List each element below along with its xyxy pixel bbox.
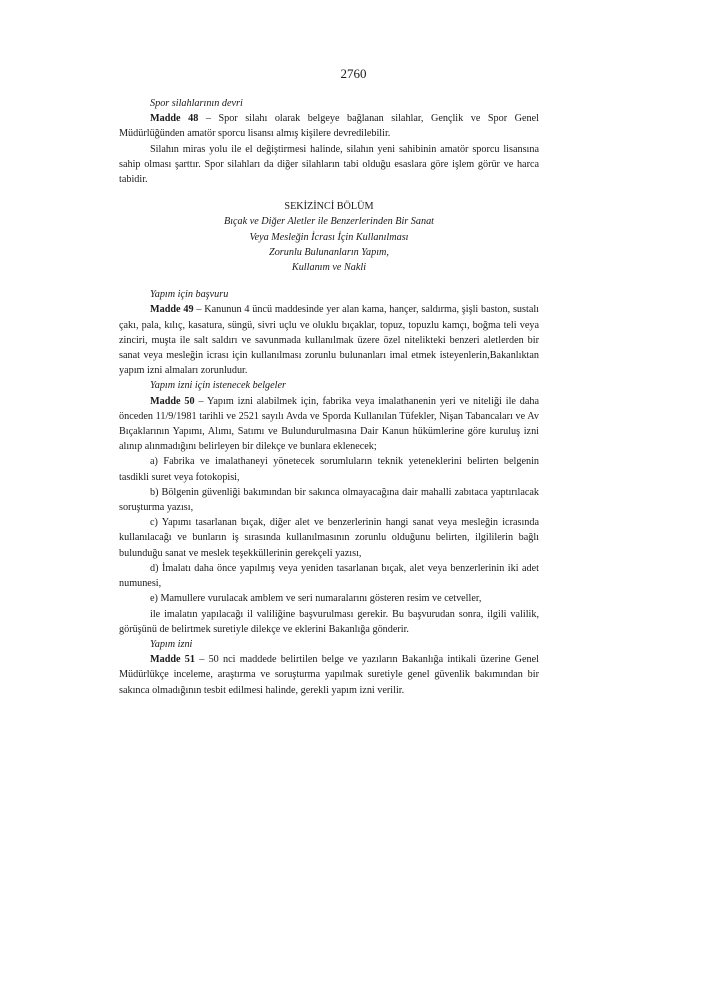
chapter-title: SEKİZİNCİ BÖLÜM bbox=[284, 201, 374, 213]
section-heading-51: Yapım izni bbox=[150, 638, 193, 650]
page-number: 2760 bbox=[340, 66, 367, 81]
chapter-heading bbox=[119, 199, 539, 275]
article-51-paragraph bbox=[119, 652, 539, 698]
article-50-closing: ile imalatın yapılacağı il valiliğine başvurulması gerekir. Bu başvurudan sonra, ilgili valilik, görüşünü de belirtmek suretiyle dilekçe ve eklerini Bakanlığa gönderir. bbox=[119, 608, 539, 635]
document-body bbox=[119, 96, 539, 698]
section-heading-50: Yapım izni için istenecek belgeler bbox=[150, 380, 286, 392]
article-48-text: – Spor silahı olarak belgeye bağlanan silahlar, Gençlik ve Spor Genel Müdürlüğünden amatör sporcu lisansı almış kişilere devredilebilir. bbox=[119, 113, 539, 140]
list-item-b: b) Bölgenin güvenliği bakımından bir sakınca olmayacağına dair mahalli zabıtaca yaptırılacak soruşturma yazısı, bbox=[119, 486, 539, 514]
article-50-paragraph bbox=[119, 394, 539, 455]
chapter-subtitle-line: Kullanım ve Nakli bbox=[291, 262, 367, 274]
list-item-c: c) Yapımı tasarlanan bıçak, diğer alet ve benzerlerinin hangi sanat veya mesleğin icrasında kullanılacağı ve bunların iş sırasında kullanılmasının zorunlu olduğunu belirten, ilgililerin bağlı bulunduğu sanat ve meslek teşekküllerinin gerekçeli yazısı, bbox=[119, 517, 539, 559]
article-51-label: Madde 51 bbox=[150, 654, 195, 666]
list-item-e: e) Mamullere vurulacak amblem ve seri numaralarını gösteren resim ve cetveller, bbox=[150, 593, 482, 605]
article-48-paragraph bbox=[119, 111, 539, 141]
article-51-text: – 50 nci maddede belirtilen belge ve yazıların Bakanlığa intikali üzerine Genel Müdürlükçe inceleme, araştırma ve soruşturma yapılmak suretiyle genel güvenlik bakımından bir sakınca olmadığının tesbit edilmesi halinde, gerekli yapım izni verilir. bbox=[119, 654, 539, 696]
list-item-a: a) Fabrika ve imalathaneyi yönetecek sorumluların teknik yeteneklerini belirten belgenin tasdikli suret veya fotokopisi, bbox=[119, 456, 539, 483]
list-item-d: d) İmalatı daha önce yapılmış veya yeniden tasarlanan bıçak, alet veya benzerlerinin iki adet numunesi, bbox=[119, 562, 539, 590]
article-49-text: – Kanunun 4 üncü maddesinde yer alan kama, hançer, saldırma, şişli baston, sustalı çakı, pala, kılıç, kasatura, süngü, sivri uçlu ve oluklu bıçaklar, topuz, topuzlu kamçı, boğma teli veya zinciri, muşta ile salt saldırı ve savunmada kullanılmak üzere özel nitelikteki benzeri aletlerden bir sanat veya mesleğin icrası için kullanılması zorunlu bulunanları imal etmek isteyenlerin,Bakanlıktan yapım izni almaları zorunludur. bbox=[119, 304, 539, 377]
article-48-label: Madde 48 bbox=[150, 113, 199, 125]
chapter-subtitle-line: Zorunlu Bulunanların Yapım, bbox=[269, 246, 389, 258]
article-50-label: Madde 50 bbox=[150, 395, 195, 407]
article-48-paragraph-2: Silahın miras yolu ile el değiştirmesi halinde, silahın yeni sahibinin amatör sporcu lisansına sahip olması şarttır. Spor silahları da diğer silahların tabi olduğu esaslara göre işlem görür ve harca tabidir. bbox=[119, 143, 539, 186]
chapter-subtitle-line: Bıçak ve Diğer Aletler ile Benzerlerinden Bir Sanat bbox=[223, 216, 434, 228]
chapter-subtitle-line: Veya Mesleğin İcrası İçin Kullanılması bbox=[249, 231, 409, 243]
article-49-label: Madde 49 bbox=[150, 304, 194, 316]
section-heading-48: Spor silahlarının devri bbox=[150, 98, 243, 109]
article-49-paragraph bbox=[119, 302, 539, 378]
section-heading-49: Yapım için başvuru bbox=[150, 289, 229, 301]
article-50-text: – Yapım izni alabilmek için, fabrika veya imalathanenin yeri ve niteliği ile daha önceden 11/9/1981 tarihli ve 2521 sayılı Avda ve Sporda Kullanılan Tüfekler, Nişan Tabancaları ve Av Bıçaklarının Yapımı, Alımı, Satımı ve Bulundurulmasına Dair Kanun hükümlerine göre kuruluş izni alınıp alınmadığını belirleyen bir dilekçe ve bunlara eklenecek; bbox=[119, 395, 540, 453]
